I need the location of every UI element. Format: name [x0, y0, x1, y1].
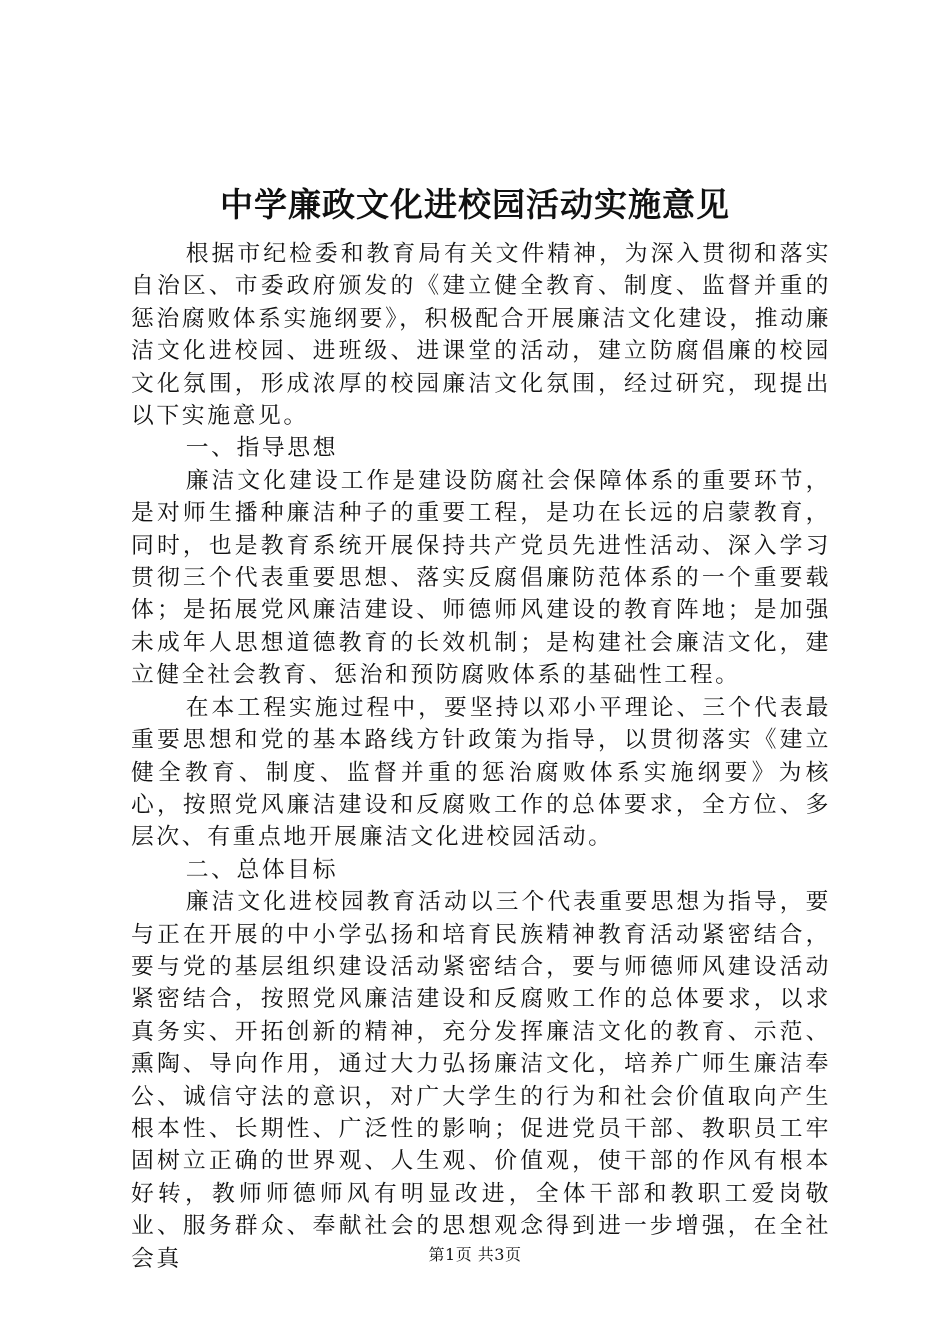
document-body — [131, 238, 831, 1275]
section-heading-guiding-ideology: 一、指导思想 — [185, 435, 339, 462]
document-title: 中学廉政文化进校园活动实施意见 — [220, 185, 730, 224]
paragraph-overall-goal: 廉洁文化进校园教育活动以三个代表重要思想为指导，要与正在开展的中小学弘扬和培育民族精神教育活动紧密结合，要与党的基层组织建设活动紧密结合，要与师德师风建设活动紧密结合，按照党风廉洁建设和反腐败工作的总体要求，以求真务实、开拓创新的精神，充分发挥廉洁文化的教育、示范、熏陶、导向作用，通过大力弘扬廉洁文化，培养广师生廉洁奉公、诚信守法的意识，对广大学生的行为和社会价值取向产生根本性、长期性、广泛性的影响；促进党员干部、教职员工牢固树立正确的世界观、人生观、价值观，使干部的作风有根本好转，教师师德师风有明显改进，全体干部和教职工爱岗敬业、服务群众、奉献社会的思想观念得到进一步增强，在全社会真 — [131, 889, 831, 1272]
paragraph-implementation: 在本工程实施过程中，要坚持以邓小平理论、三个代表最重要思想和党的基本路线方针政策为指导，以贯彻落实《建立健全教育、制度、监督并重的惩治腐败体系实施纲要》为核心，按照党风廉洁建设和反腐败工作的总体要求，全方位、多层次、有重点地开展廉洁文化进校园活动。 — [131, 694, 831, 851]
paragraph-intro: 根据市纪检委和教育局有关文件精神，为深入贯彻和落实自治区、市委政府颁发的《建立健全教育、制度、监督并重的惩治腐败体系实施纲要》，积极配合开展廉洁文化建设，推动廉洁文化进校园、进班级、进课堂的活动，建立防腐倡廉的校园文化氛围，形成浓厚的校园廉洁文化氛围，经过研究，现提出以下实施意见。 — [131, 241, 831, 430]
paragraph-guiding-ideology: 廉洁文化建设工作是建设防腐社会保障体系的重要环节，是对师生播种廉洁种子的重要工程，是功在长远的启蒙教育，同时，也是教育系统开展保持共产党员先进性活动、深入学习贯彻三个代表重要思想、落实反腐倡廉防范体系的一个重要载体；是拓展党风廉洁建设、师德师风建设的教育阵地；是加强未成年人思想道德教育的长效机制；是构建社会廉洁文化，建立健全社会教育、惩治和预防腐败体系的基础性工程。 — [131, 467, 831, 689]
page-footer: 第1页 共3页 — [428, 1245, 522, 1264]
section-heading-overall-goal: 二、总体目标 — [185, 856, 339, 883]
